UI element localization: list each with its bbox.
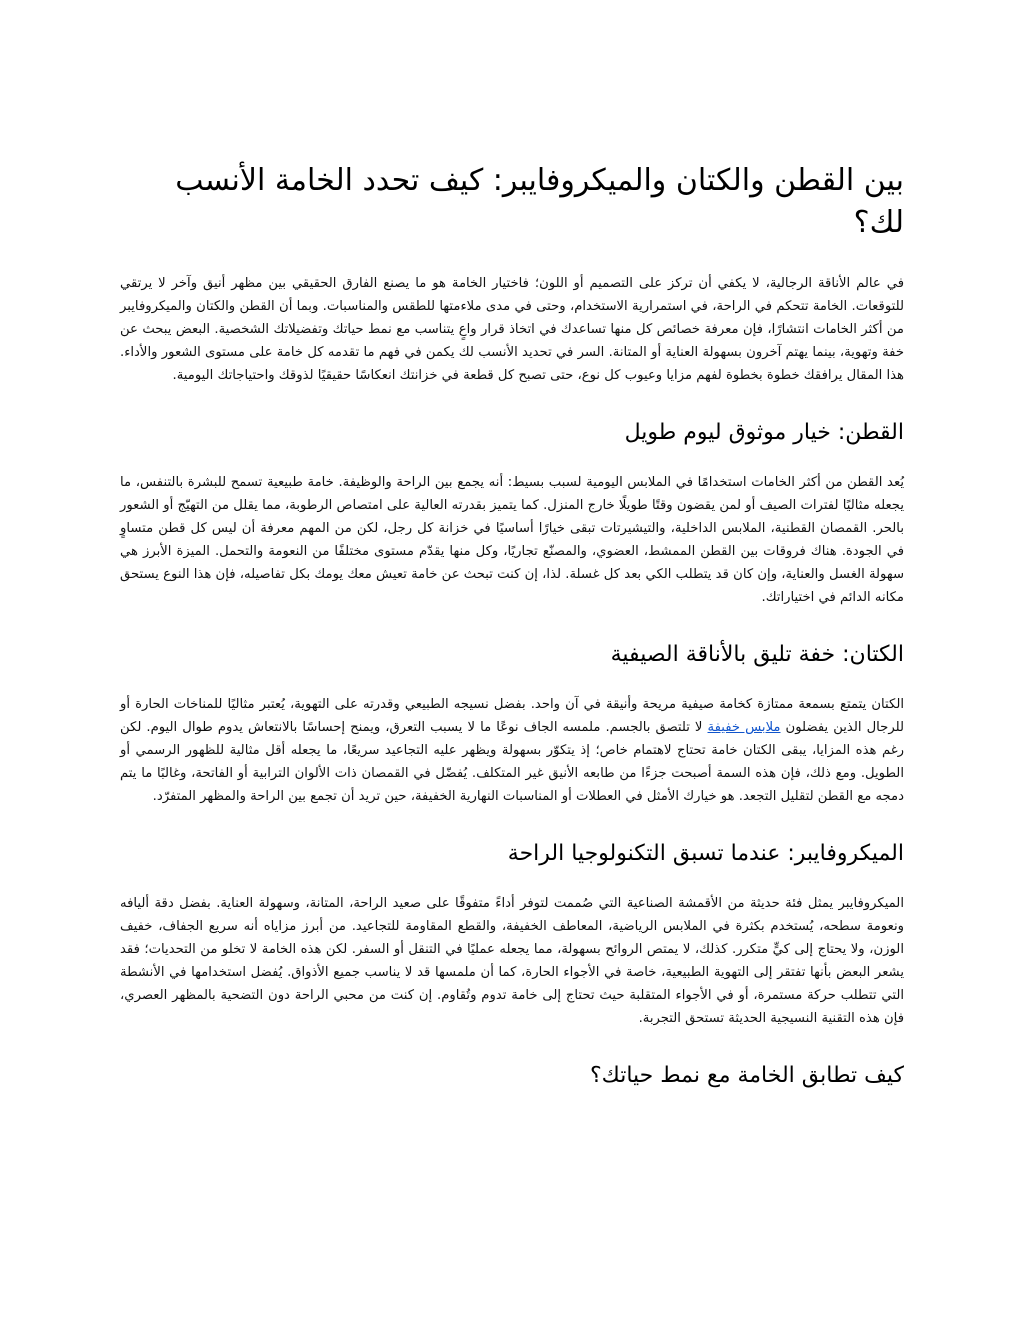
linen-text-after: لا تلتصق بالجسم. ملمسه الجاف نوعًا ما لا يسبب التعرق، ويمنح إحساسًا بالانتعاش يدوم طوال اليوم. لكن رغم هذه المزايا، يبقى الكتان خامة تحتاج لاهتمام خاص؛ إذ يتكوّر بسهولة ويظهر عليه التجاعيد سريعًا، ما يجعله أقل مثالية للظهور الرسمي أو الطويل. ومع ذلك، فإن هذه السمة أصبحت جزءًا من طابعه الأنيق غير المتكلف. يُفضّل في القمصان ذات الألوان الترابية أو الفاتحة، وغالبًا ما يتم دمجه مع القطن لتقليل التجعد. هو خيارك الأمثل في العطلات أو المناسبات النهارية الخفيفة، حين تريد أن تجمع بين الراحة والمظهر المتفرّد. bbox=[120, 720, 904, 804]
section-heading-microfiber: الميكروفايبر: عندما تسبق التكنولوجيا الراحة bbox=[507, 841, 904, 866]
article bbox=[120, 160, 904, 1114]
intro-paragraph: في عالم الأناقة الرجالية، لا يكفي أن تركز على التصميم أو اللون؛ فاختيار الخامة هو ما يصنع الفارق الحقيقي بين مظهر أنيق وآخر لا يرتقي للتوقعات. الخامة تتحكم في الراحة، في استمرارية الاستخدام، وحتى في مدى ملاءمتها للطقس والمناسبات. وبما أن القطن والكتان والميكروفايبر من أكثر الخامات انتشارًا، فإن معرفة خصائص كل منها تساعدك في اتخاذ قرار واعٍ يتناسب مع نمط حياتك وتفضيلاتك الشخصية. البعض يبحث عن خفة وتهوية، بينما يهتم آخرون بسهولة العناية أو المتانة. السر في تحديد الأنسب لك يكمن في فهم ما تقدمه كل خامة على مستوى الشعور والأداء. هذا المقال يرافقك خطوة بخطوة لفهم مزايا وعيوب كل نوع، حتى تصبح كل قطعة في خزانتك انعكاسًا حقيقيًا لذوقك واحتياجاتك اليومية. bbox=[120, 276, 904, 383]
light-clothes-link[interactable]: ملابس خفيفة bbox=[707, 720, 781, 735]
article-title: بين القطن والكتان والميكروفايبر: كيف تحدد الخامة الأنسب لك؟ bbox=[175, 163, 904, 240]
section-heading-lifestyle: كيف تطابق الخامة مع نمط حياتك؟ bbox=[590, 1063, 904, 1088]
section-body-cotton: يُعد القطن من أكثر الخامات استخدامًا في الملابس اليومية لسبب بسيط: أنه يجمع بين الراحة والوظيفة. خامة طبيعية تسمح للبشرة بالتنفس، ما يجعله مثاليًا لفترات الصيف أو لمن يقضون وقتًا طويلًا خارج المنزل. كما يتميز بقدرته العالية على امتصاص الرطوبة، مما يقلل من التهيّج أو الشعور بالحر. القمصان القطنية، الملابس الداخلية، والتيشيرتات تبقى خيارًا أساسيًا في خزانة كل رجل، لكن من المهم معرفة أن ليس كل قطن متساوٍ في الجودة. هناك فروقات بين القطن الممشط، العضوي، والمصنّع تجاريًا، وكل منها يقدّم مستوى مختلفًا من النعومة والتحمل. الميزة الأبرز هي سهولة الغسل والعناية، وإن كان قد يتطلب الكي بعد كل غسلة. لذا، إن كنت تبحث عن خامة تعيش معك يومك بكل تفاصيله، فإن هذا النوع يستحق مكانه الدائم في اختياراتك. bbox=[120, 475, 904, 605]
section-body-microfiber: الميكروفايبر يمثل فئة حديثة من الأقمشة الصناعية التي صُممت لتوفر أداءً متفوقًا على صعيد الراحة، المتانة، وسهولة العناية. بفضل دقة أليافه ونعومة سطحه، يُستخدم بكثرة في الملابس الرياضية، المعاطف الخفيفة، والقطع المقاومة للتجاعيد. من أبرز مزاياه أنه سريع الجفاف، خفيف الوزن، ولا يحتاج إلى كيٍّ متكرر. كذلك، لا يمتص الروائح بسهولة، مما يجعله عمليًا في التنقل أو السفر. لكن هذه الخامة لا تخلو من التحديات؛ فقد يشعر البعض بأنها تفتقر إلى التهوية الطبيعية، خاصة في الأجواء الحارة، كما أن ملمسها قد لا يناسب جميع الأذواق. يُفضل استخدامها في الأنشطة التي تتطلب حركة مستمرة، أو في الأجواء المتقلبة حيث تحتاج إلى خامة تدوم وتُقاوم. إن كنت من محبي الراحة دون التضحية بالمظهر العصري، فإن هذه التقنية النسيجية الحديثة تستحق التجربة. bbox=[120, 896, 904, 1026]
section-heading-cotton: القطن: خيار موثوق ليوم طويل bbox=[624, 420, 904, 445]
section-heading-linen: الكتان: خفة تليق بالأناقة الصيفية bbox=[610, 642, 904, 667]
section-body-linen bbox=[120, 693, 904, 808]
linen-text-before: الكتان يتمتع بسمعة ممتازة كخامة صيفية مريحة وأنيقة في آن واحد. بفضل نسيجه الطبيعي وقدرته على التهوية، يُعتبر مثاليًا للمناخات الحارة أو للرجال الذين يفضلون bbox=[120, 697, 904, 735]
